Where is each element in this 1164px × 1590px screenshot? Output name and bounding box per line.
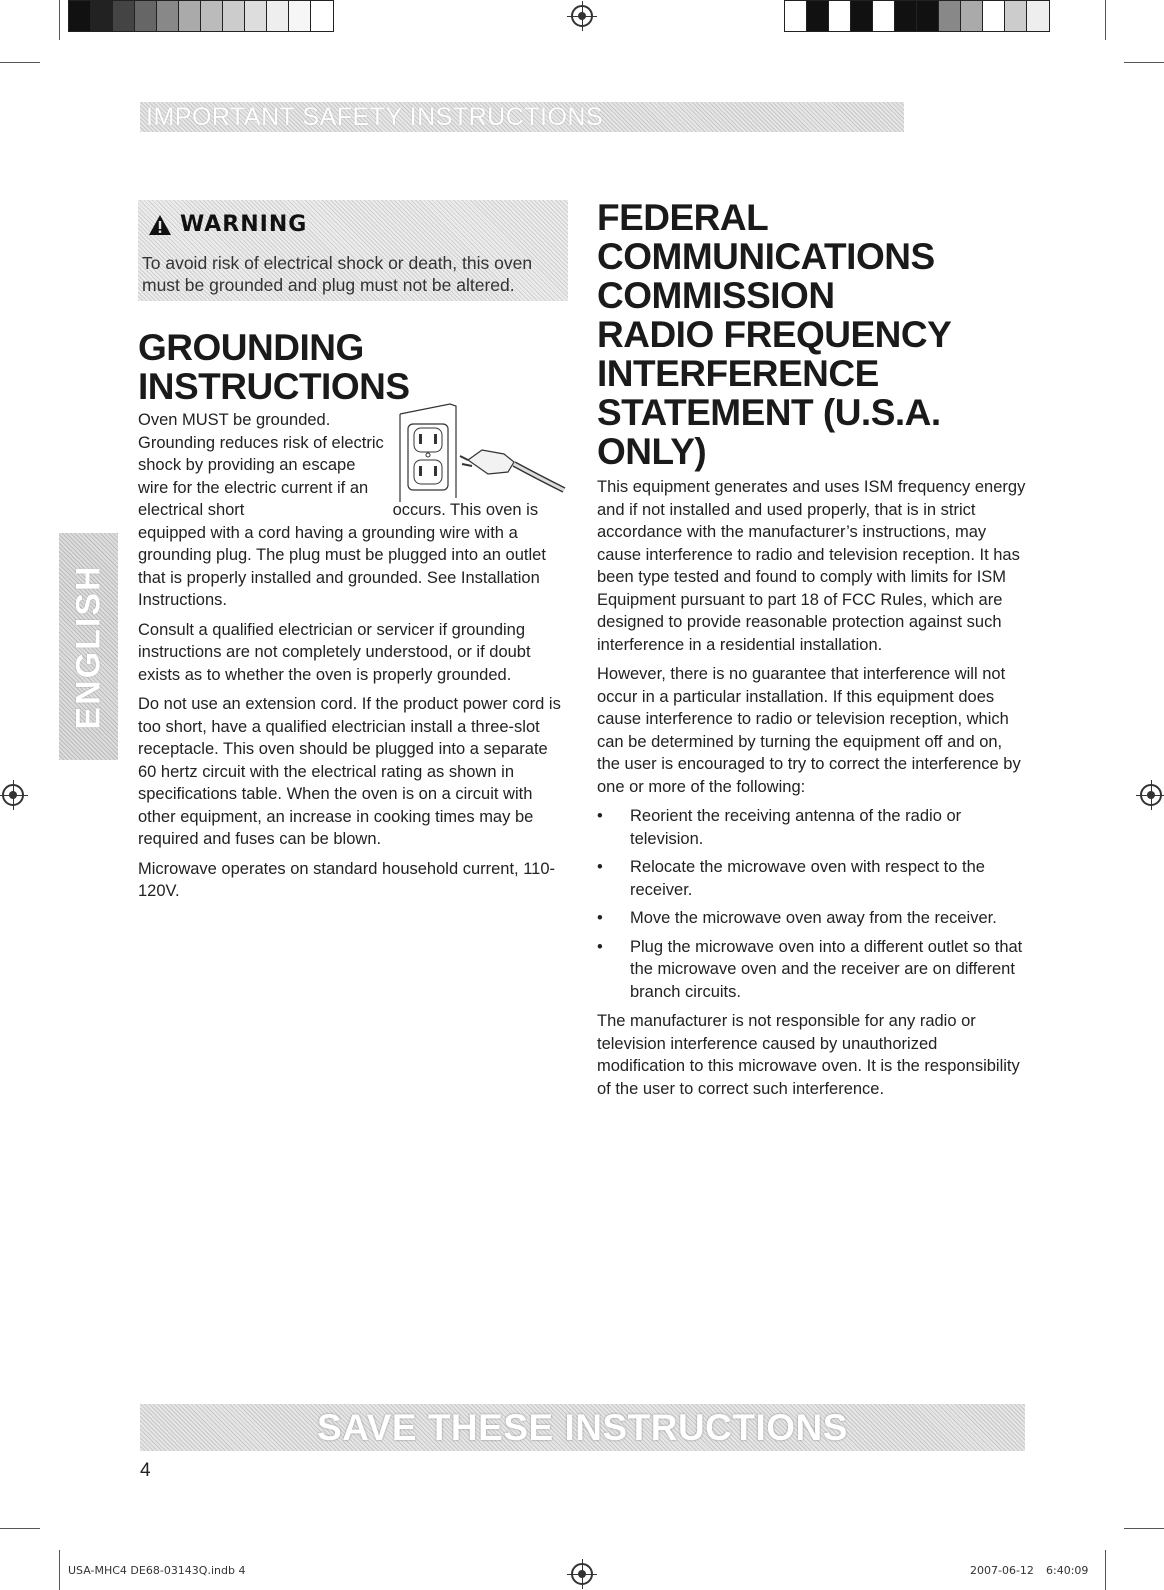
list-item: • Plug the microwave oven into a different outlet so that the microwave oven and the receiver are on different branch circuits. bbox=[597, 936, 1027, 1004]
grounding-continued-text: occurs. This oven is equipped with a cord having a grounding wire with a grounding plug. The plug must be plugged into an outlet that is properly installed and grounded. See Installation Instructions. bbox=[138, 501, 546, 609]
registration-mark-icon bbox=[1140, 784, 1162, 806]
grounding-lead-text: Oven MUST be grounded. Grounding reduces risk of electric shock by providing an escape wire for the electric current if an electrical short bbox=[138, 411, 384, 519]
language-tab-label: ENGLISH bbox=[69, 563, 107, 730]
fcc-heading-line: FEDERAL bbox=[597, 197, 769, 238]
list-item: • Relocate the microwave oven with respect to the receiver. bbox=[597, 856, 1027, 901]
fcc-heading-line: STATEMENT (U.S.A. bbox=[597, 392, 941, 433]
grounding-paragraph: Consult a qualified electrician or servicer if grounding instructions are not completely understood, or if doubt exists as to whether the oven is properly grounded. bbox=[138, 620, 531, 684]
crop-mark bbox=[59, 0, 60, 40]
grounding-body bbox=[138, 409, 568, 910]
fcc-paragraph: The manufacturer is not responsible for any radio or television interference caused by unauthorized modification to this microwave oven. It is the responsibility of the user to correct such interference. bbox=[597, 1012, 1020, 1098]
warning-text: To avoid risk of electrical shock or death, this oven must be grounded and plug must not be altered. bbox=[142, 253, 533, 295]
registration-mark-icon bbox=[571, 5, 593, 27]
fcc-heading-line: ONLY) bbox=[597, 431, 707, 472]
warning-label: WARNING bbox=[180, 212, 308, 237]
grounding-heading-line: GROUNDING bbox=[138, 327, 364, 368]
section-title-banner: IMPORTANT SAFETY INSTRUCTIONS bbox=[140, 102, 904, 132]
print-slug-date: 2007-06-12 bbox=[970, 1564, 1034, 1577]
grounding-paragraph: Do not use an extension cord. If the product power cord is too short, have a qualified electrician install a three-slot receptacle. This oven should be plugged into a separate 60 hertz circuit with the electrical rating as shown in specifications table. When the oven is on a circuit with other equipment, an increase in cooking times may be required and fuses can be blown. bbox=[138, 695, 561, 848]
fcc-heading-line: COMMUNICATIONS bbox=[597, 236, 935, 277]
grounding-heading bbox=[138, 328, 410, 406]
list-item: • Move the microwave oven away from the receiver. bbox=[597, 907, 1027, 930]
grounding-paragraph bbox=[138, 409, 568, 612]
fcc-body bbox=[597, 476, 1027, 1107]
crop-mark bbox=[59, 1550, 60, 1590]
list-item: • Reorient the receiving antenna of the radio or television. bbox=[597, 805, 1027, 850]
color-calibration-bar-right bbox=[784, 0, 1050, 32]
crop-mark bbox=[1105, 0, 1106, 40]
print-slug-filename: USA-MHC4 DE68-03143Q.indb 4 bbox=[68, 1564, 246, 1577]
crop-mark bbox=[0, 1528, 40, 1529]
fcc-heading bbox=[597, 198, 951, 471]
page-number: 4 bbox=[140, 1460, 151, 1481]
color-calibration-bar-left bbox=[68, 0, 334, 32]
crop-mark bbox=[1105, 1550, 1106, 1590]
grounding-paragraph: Microwave operates on standard household current, 110- 120V. bbox=[138, 859, 556, 900]
fcc-heading-line: RADIO FREQUENCY bbox=[597, 314, 952, 355]
print-slug-time: 6:40:09 bbox=[1046, 1564, 1089, 1577]
fcc-bullet-list bbox=[597, 805, 1027, 1003]
warning-triangle-icon bbox=[148, 214, 172, 236]
language-side-tab bbox=[59, 533, 118, 760]
fcc-paragraph: This equipment generates and uses ISM frequency energy and if not installed and used properly, that is in strict accordance with the manufacturer’s instructions, may cause interference to radio and television reception. It has been type tested and found to comply with limits for ISM Equipment pursuant to part 18 of FCC Rules, which are designed to provide reasonable protection against such interference in a residential installation. bbox=[597, 478, 1026, 654]
fcc-heading-line: COMMISSION bbox=[597, 275, 835, 316]
crop-mark bbox=[1124, 1528, 1164, 1529]
save-instructions-banner: SAVE THESE INSTRUCTIONS bbox=[140, 1404, 1025, 1451]
crop-mark bbox=[0, 62, 40, 63]
crop-mark bbox=[1124, 62, 1164, 63]
warning-box bbox=[138, 200, 568, 301]
grounding-heading-line: INSTRUCTIONS bbox=[138, 366, 410, 407]
registration-mark-icon bbox=[2, 784, 24, 806]
fcc-paragraph: However, there is no guarantee that interference will not occur in a particular installation. If this equipment does cause interference to radio or television reception, which can be determined by turning the equipment off and on, the user is encouraged to try to correct the interference by one or more of the following: bbox=[597, 665, 1021, 796]
warning-title bbox=[148, 212, 307, 237]
fcc-heading-line: INTERFERENCE bbox=[597, 353, 879, 394]
registration-mark-icon bbox=[571, 1563, 593, 1585]
